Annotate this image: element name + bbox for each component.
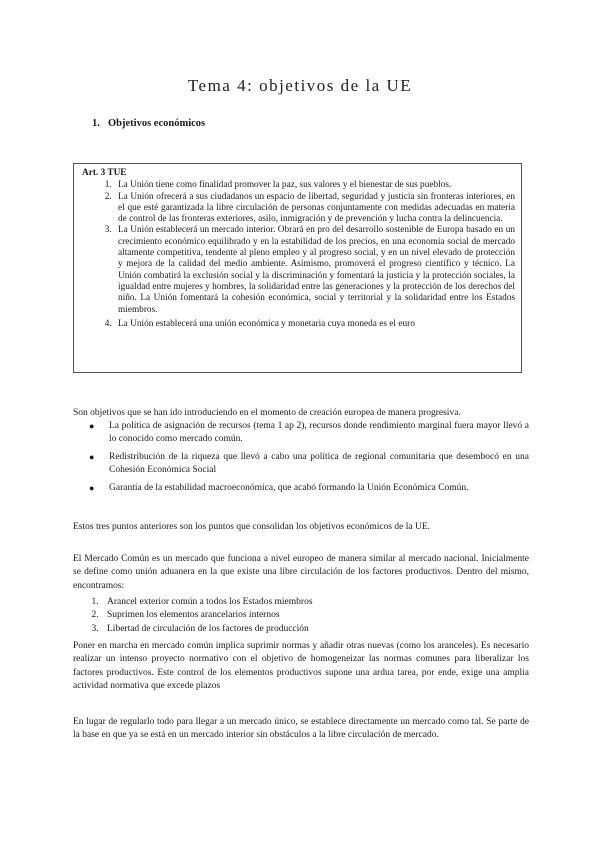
market-list-item: 3. Libertad de circulación de los factores de producción [101,623,529,636]
bullet-text: La política de asignación de recursos (tema 1 ap 2), recursos donde rendimiento marginal fuera mayor llevó a lo conocido como mercado común. [109,421,529,445]
article-item: 3. La Unión establecerá un mercado interior. Obrará en pro del desarrollo sostenible de Europa basado en un crecimiento económico equilibrado y en la estabilidad de los precios, en una economía social de mercado altamente competitiva, tendente al pleno empleo y al progreso social, y en un nivel elevado de protección y mejora de la calidad del medio ambiente. Asimismo, promoverá el progreso científico y técnico. La Unión combatirá la exclusión social y la discriminación y fomentará la justicia y la protección sociales, la igualdad entre mujeres y hombres, la solidaridad entre las generaciones y la protección de los derechos del niño. La Unión fomentará la cohesión económica, social y territorial y la solidaridad entre los Estados miembros. [114,225,515,315]
bullet-item [89,420,529,447]
intro-paragraph: Son objetivos que se han ido introduciendo en el momento de creación europea de manera progresiva. [73,408,461,418]
page-title: Tema 4: objetivos de la UE [187,76,413,95]
closing-paragraph: En lugar de regularlo todo para llegar a un mercado único, se establece directamente un mercado como tal. Se parte de la base en que ya se está en un mercado interior sin obstáculos a la libre circulación de mercado. [73,717,529,741]
section-heading [92,118,205,129]
bullet-icon: ● [89,421,95,431]
market-list-item: 1. Arancel exterior común a todos los Estados miembros [101,596,529,609]
bullet-icon: ● [89,482,95,493]
section-label: Objetivos económicos [108,118,206,129]
article-heading: Art. 3 TUE [82,168,127,178]
market-list-block [73,596,529,636]
article-item: 4. La Unión establecerá una unión económica y monetaria cuya moneda es el euro [114,319,515,330]
bullet-item [89,451,529,478]
bullet-list [73,420,529,495]
bullet-icon: ● [89,451,95,462]
bullet-item [89,482,529,495]
summary-paragraph: Estos tres puntos anteriores son los puntos que consolidan los objetivos económicos de la UE. [73,522,430,532]
article-item: 2. La Unión ofrecerá a sus ciudadanos un espacio de libertad, seguridad y justicia sin fronteras interiores, en el que esté garantizada la libre circulación de personas conjuntamente con medidas adecuadas en materia de control de las fronteras exteriores, asilo, inmigración y de prevención y lucha contra la delincuencia. [114,192,515,226]
market-intro-paragraph: El Mercado Común es un mercado que funciona a nivel europeo de manera similar al mercado nacional. Inicialmente se define como unión aduanera en la que existe una libre circulación de los factores productivos. Dentro del mismo, encontramos: [73,554,529,591]
bullet-text: Redistribución de la riqueza que llevó a cabo una política de regional comunitaria que desembocó en una Cohesión Económica Social [109,451,529,476]
market-list [73,596,529,636]
article-item: 1. La Unión tiene como finalidad promover la paz, sus valores y el bienestar de sus pueblos. [114,180,515,191]
article-box [73,163,522,373]
market-list-item: 2. Suprimen los elementos arancelarios internos [101,609,529,622]
article-list [82,180,515,330]
bullet-text: Garantía de la estabilidad macroeconómica, que acabó formando la Unión Económica Común. [109,482,469,493]
section-number: 1. [92,118,100,129]
market-after-paragraph: Poner en marcha en mercado común implica suprimir normas y añadir otras nuevas (como los aranceles). Es necesario realizar un intenso proyecto normativo con el objetivo de homogeneizar las normas comunes para liberalizar los factores productivos. Este control de los elementos productivos supone una ardua tarea, por ende, exige una amplia actividad normativa que excede plazos [73,641,529,692]
bullet-block [73,420,529,499]
